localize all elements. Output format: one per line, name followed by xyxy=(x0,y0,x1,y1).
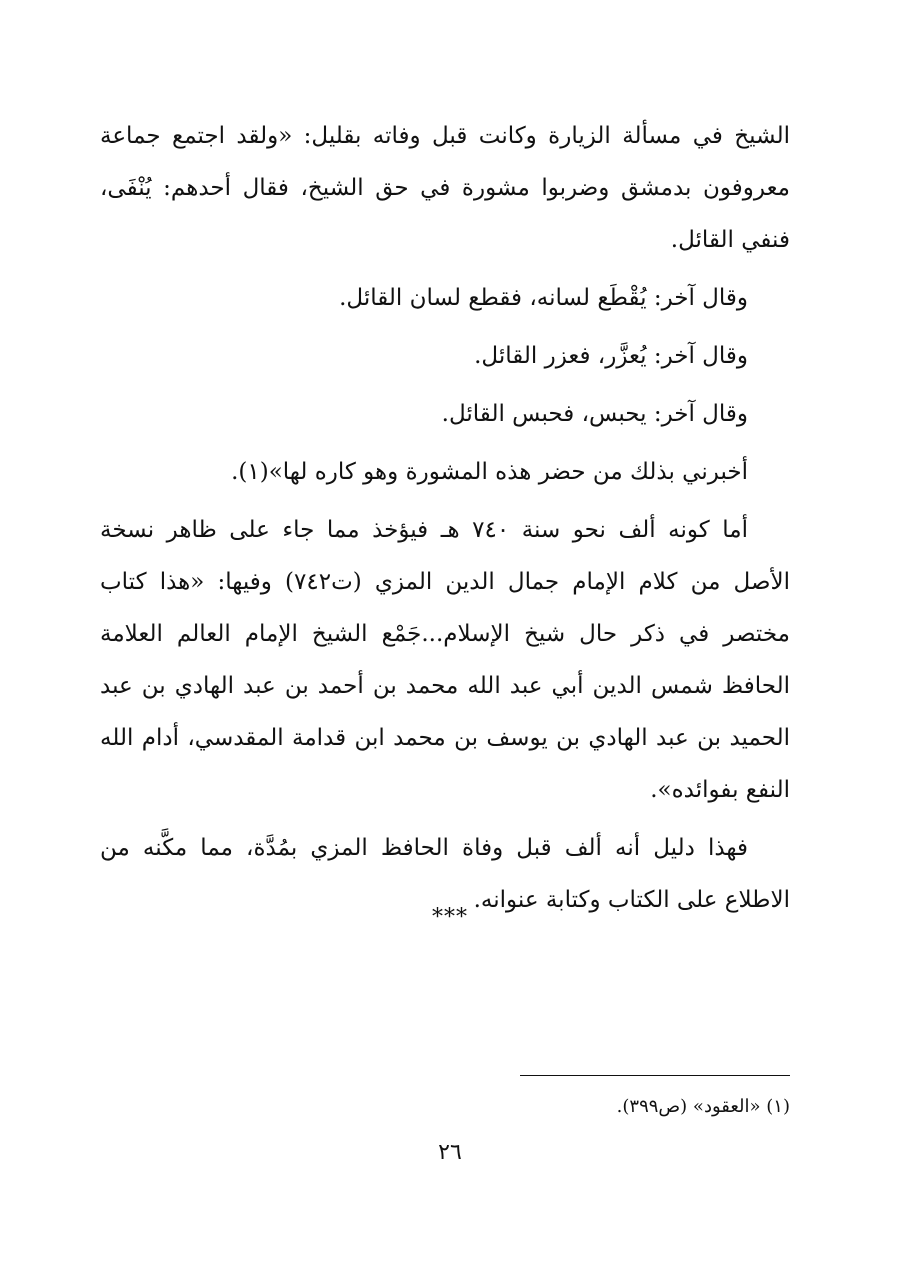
paragraph-6: أما كونه ألف نحو سنة ٧٤٠ هـ فيؤخذ مما جاء على ظاهر نسخة الأصل من كلام الإمام جمال الدين المزي (ت٧٤٢) وفيها: «هذا كتاب مختصر في ذكر حال شيخ الإسلام...جَمْع الشيخ الإمام العالم العلامة الحافظ شمس الدين أبي عبد الله محمد بن أحمد بن عبد الهادي بن عبد الحميد بن عبد الهادي بن يوسف بن محمد ابن قدامة المقدسي، أدام الله النفع بفوائده». xyxy=(100,517,791,803)
paragraph-7: فهذا دليل أنه ألف قبل وفاة الحافظ المزي بمُدَّة، مما مكَّنه من الاطلاع على الكتاب وكتابة عنوانه. xyxy=(100,835,790,913)
paragraph-1: الشيخ في مسألة الزيارة وكانت قبل وفاته بقليل: «ولقد اجتمع جماعة معروفون بدمشق وضربوا مشورة في حق الشيخ، فقال أحدهم: يُنْفَى، فنفي القائل. xyxy=(100,123,790,253)
paragraph-5: أخبرني بذلك من حضر هذه المشورة وهو كاره لها»(١). xyxy=(231,459,748,485)
footnote: (١) «العقود» (ص٣٩٩). xyxy=(616,1096,790,1117)
section-separator: *** xyxy=(432,905,468,930)
paragraph-2: وقال آخر: يُقْطَع لسانه، فقطع لسان القائل. xyxy=(339,285,748,311)
footnote-divider xyxy=(520,1075,790,1076)
main-text xyxy=(100,110,790,932)
page-number: ٢٦ xyxy=(438,1140,462,1165)
paragraph-3: وقال آخر: يُعزَّر، فعزر القائل. xyxy=(474,343,748,369)
paragraph-4: وقال آخر: يحبس، فحبس القائل. xyxy=(441,401,748,427)
